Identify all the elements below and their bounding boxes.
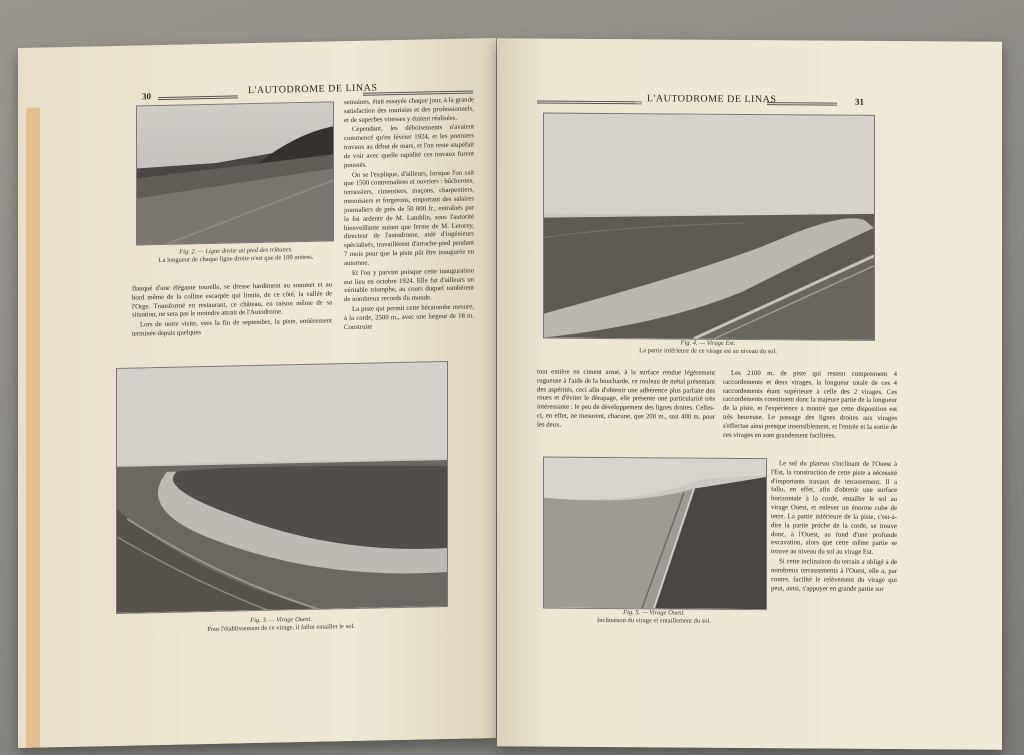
figure-4-caption (543, 339, 873, 358)
text-column-right-top (344, 96, 474, 333)
photo-straight-line-image (137, 102, 333, 244)
figure-4-title: Fig. 4. — Virage Est. (680, 339, 736, 347)
figure-5-subtitle: Inclinaison du virage et entaillement du sol. (597, 617, 711, 625)
figure-5-title: Fig. 5. — Virage Ouest. (623, 609, 685, 617)
photo-west-curve (116, 361, 448, 614)
figure-5-caption (543, 609, 765, 627)
running-header: L'AUTODROME DE LINAS (647, 93, 777, 106)
figure-3-title: Fig. 3. — Virage Ouest. (250, 615, 312, 625)
page-edge (26, 108, 40, 748)
photo-straight-line (136, 101, 334, 245)
photo-east-curve (543, 113, 875, 341)
paragraph: On se l'explique, d'ailleurs, lorsque l'on sait que 1500 contremaîtres et ouvriers : bûcherons, terrassiers, cimentiers, maçons, charpentiers, menuisiers et forgerons, emportant des salaires journaliers de près de 50 000 fr., entraînés par la foi ardente de M. Lamblin, sous l'autorité bienveillante autant que ferme de M. Letorey, directeur de l'autodrome, aidé d'ingénieurs spécialisés, travaillèrent d'arrache-pied pendant 7 mois pour que la piste pût être inaugurée en automne. (344, 169, 474, 268)
figure-2-subtitle: La longueur de chaque ligne droite n'est que de 100 mètres. (158, 253, 314, 265)
paragraph: Le sol du plateau s'inclinant de l'Ouest à l'Est, la construction de cette piste a nécessité d'importants travaux de terrassement. Il a fallu, en effet, afin d'obtenir une surface horizontale à la corde, entailler le sol au virage Ouest, et enlever un énorme cube de terre. La partie inférieure de la piste, c'est-à-dire la partie proche de la corde, se trouve donc, à l'Ouest, au fond d'une profonde excavation, alors que cette même partie se trouve au niveau du sol au virage Est. (771, 460, 897, 557)
figure-2-title: Fig. 2. — Ligne droite au pied des tribunes. (179, 246, 293, 256)
paragraph: flanqué d'une élégante tourelle, se dresse hardiment au sommet et au bord même de la colline escarpée qui limite, de ce côté, la vallée de l'Orge. Transformé en restaurant, ce château, en raison même de sa situation, ne sera pas le moindre attrait de l'Autodrome. (132, 281, 332, 320)
text-column-right-low (771, 460, 897, 595)
page-number: 31 (855, 96, 864, 107)
figure-3-caption (116, 613, 446, 636)
photo-east-curve-image (544, 114, 874, 340)
paragraph: Cependant, les déboisements n'avaient commencé qu'en février 1924, et les premiers travaux au début de mars, et l'on reste stupéfait de voir avec quelle rapidité ces travaux furent poussés. (344, 123, 474, 169)
running-header: L'AUTODROME DE LINAS (248, 82, 378, 97)
paragraph: Et l'on y parvint puisque cette inauguration eut lieu en octobre 1924. Elle fut d'ailleurs un véritable triomphe, au cours duquel tombèrent de nombreux records du monde. (344, 267, 474, 304)
paragraph: tout entière en ciment armé, à la surface rendue légèrement rugueuse à l'aide de la boucharde, ce rouleau de métal présentant des aspérités, ceci afin d'obtenir une adhérence plus parfaite des roues et d'éviter le dérapage, elle présente une particularité très intéressante : le peu de développement des lignes droites. Celles-ci, en effet, ne mesurent, chacune, que 200 m., soit 400 m. pour les deux. (537, 368, 715, 429)
figure-2-caption (136, 245, 336, 265)
left-page (18, 38, 496, 748)
figure-3-subtitle: Pour l'établissement de ce virage, il fallut entailler le sol. (207, 623, 355, 634)
paragraph: Si cette inclinaison du terrain a obligé à de nombreux terrassements à l'Ouest, elle a, par contre, facilité le relèvement du virage qui peut, ainsi, s'appuyer en grande partie sur (771, 558, 897, 593)
paragraph: La piste qui permit cette hécatombe mesure, à la corde, 2500 m., avec une largeur de 18 m. Construite (344, 303, 474, 331)
text-column-left-mid (132, 281, 332, 340)
header-rule-left (158, 95, 238, 100)
text-column-right-mid (723, 370, 897, 443)
photo-west-curve-image (117, 362, 447, 613)
photo-west-curve-incline-image (544, 458, 766, 610)
paragraph: semaines, était essayée chaque jour, à la grande satisfaction des touristes et des professionnels, et de superbes vitesses y étaient réalisées. (344, 96, 474, 124)
photo-west-curve-incline (543, 457, 767, 611)
paragraph: Lors de notre visite, vers la fin de septembre, la piste, entièrement terminée depuis quelques (132, 317, 332, 338)
paragraph: Les 2100 m. de piste qui restent comprennent 4 raccordements et deux virages, la longueur totale de ces 4 raccordements étant supérieure à celle des 2 virages. Ces raccordements constituent donc la majeure partie de la longueur de la piste, et l'expérience a montré que cette disposition est très heureuse. Le passage des lignes droites aux virages s'effectue ainsi presque insensiblement, et l'entrée et la sortie de ces virages en sont grandement facilitées. (723, 369, 898, 440)
figure-4-subtitle: La partie inférieure de ce virage est au niveau du sol. (639, 347, 777, 356)
header-rule-left (537, 101, 642, 105)
text-column-left-mid (537, 369, 715, 433)
header-rule-right (363, 90, 473, 95)
page-number: 30 (142, 91, 151, 102)
right-page (497, 38, 1002, 750)
header-rule-right (767, 102, 837, 105)
